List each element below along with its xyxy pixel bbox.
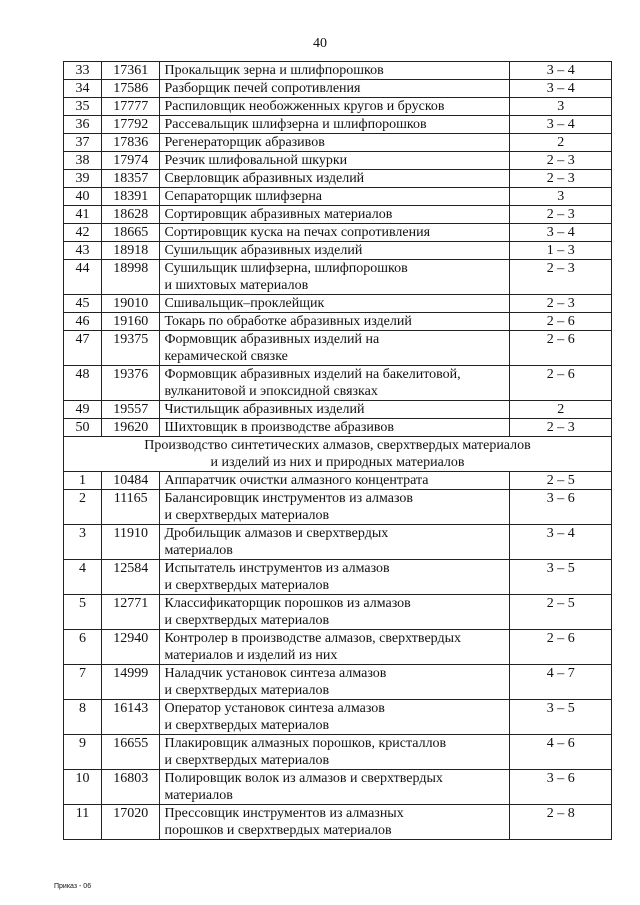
profession-name: Сушильщик шлифзерна, шлифпорошков	[164, 261, 408, 276]
profession-name: Испытатель инструментов из алмазов	[164, 561, 390, 576]
profession-code: 18357	[101, 170, 159, 188]
profession-code: 12771	[101, 595, 159, 630]
table-row	[64, 295, 612, 313]
row-number: 34	[64, 80, 102, 98]
table-row	[64, 62, 612, 80]
profession-code: 19160	[101, 313, 159, 331]
profession-name: Сортировщик абразивных материалов	[164, 207, 393, 222]
profession-name-cell	[160, 700, 510, 735]
row-number: 1	[64, 472, 102, 490]
row-number: 3	[64, 525, 102, 560]
table-row	[64, 630, 612, 665]
grade-range: 3 – 4	[510, 525, 612, 560]
section-header-row	[64, 437, 612, 472]
grade-range: 3 – 6	[510, 490, 612, 525]
profession-name: Шихтовщик в производстве абразивов	[164, 420, 394, 435]
grade-range: 3	[510, 98, 612, 116]
grade-range: 2	[510, 401, 612, 419]
profession-name-continued: и сверхтвердых материалов	[164, 753, 330, 768]
row-number: 41	[64, 206, 102, 224]
table-row	[64, 170, 612, 188]
grade-range: 2 – 3	[510, 170, 612, 188]
row-number: 2	[64, 490, 102, 525]
profession-code: 12940	[101, 630, 159, 665]
profession-code: 11910	[101, 525, 159, 560]
grade-range: 3 – 4	[510, 80, 612, 98]
profession-name-cell	[160, 152, 510, 170]
profession-code: 18998	[101, 260, 159, 295]
profession-name-cell	[160, 472, 510, 490]
profession-name-continued: и сверхтвердых материалов	[164, 718, 330, 733]
profession-name-cell	[160, 366, 510, 401]
section-header-body	[64, 437, 612, 472]
table-row	[64, 770, 612, 805]
profession-name: Аппаратчик очистки алмазного концентрата	[164, 473, 429, 488]
row-number: 40	[64, 188, 102, 206]
table-row	[64, 98, 612, 116]
profession-code: 18628	[101, 206, 159, 224]
profession-code: 19557	[101, 401, 159, 419]
profession-name-cell	[160, 260, 510, 295]
table-row	[64, 700, 612, 735]
row-number: 4	[64, 560, 102, 595]
row-number: 45	[64, 295, 102, 313]
footer-note: Приказ - 06	[54, 883, 92, 890]
profession-name-cell	[160, 62, 510, 80]
profession-code: 16803	[101, 770, 159, 805]
profession-code: 18391	[101, 188, 159, 206]
table-row	[64, 80, 612, 98]
profession-code: 19010	[101, 295, 159, 313]
grade-range: 2 – 6	[510, 313, 612, 331]
grade-range: 2 – 8	[510, 805, 612, 840]
profession-name: Сшивальщик–проклейщик	[164, 296, 325, 311]
profession-code: 17974	[101, 152, 159, 170]
professions-table	[63, 61, 612, 840]
table-row	[64, 472, 612, 490]
table-row	[64, 366, 612, 401]
profession-name: Сушильщик абразивных изделий	[164, 243, 363, 258]
profession-name-cell	[160, 188, 510, 206]
profession-code: 11165	[101, 490, 159, 525]
row-number: 5	[64, 595, 102, 630]
table-row	[64, 206, 612, 224]
profession-name: Прокальщик зерна и шлифпорошков	[164, 63, 384, 78]
profession-code: 12584	[101, 560, 159, 595]
profession-name: Разборщик печей сопротивления	[164, 81, 361, 96]
profession-code: 17586	[101, 80, 159, 98]
row-number: 50	[64, 419, 102, 437]
profession-code: 14999	[101, 665, 159, 700]
profession-code: 18665	[101, 224, 159, 242]
profession-code: 17020	[101, 805, 159, 840]
grade-range: 3 – 4	[510, 224, 612, 242]
profession-name-cell	[160, 525, 510, 560]
row-number: 44	[64, 260, 102, 295]
profession-name-continued: и сверхтвердых материалов	[164, 508, 330, 523]
profession-name-cell	[160, 490, 510, 525]
profession-code: 17361	[101, 62, 159, 80]
grade-range: 3 – 6	[510, 770, 612, 805]
table-row	[64, 313, 612, 331]
profession-code: 19376	[101, 366, 159, 401]
table-row	[64, 490, 612, 525]
section-title-line-2: и изделий из них и природных материалов	[210, 455, 465, 470]
table-row	[64, 260, 612, 295]
grade-range: 3 – 4	[510, 62, 612, 80]
profession-name: Оператор установок синтеза алмазов	[164, 701, 385, 716]
profession-name: Формовщик абразивных изделий на	[164, 332, 380, 347]
profession-name-continued: керамической связке	[164, 349, 288, 364]
table-row	[64, 560, 612, 595]
profession-name-cell	[160, 630, 510, 665]
profession-name-cell	[160, 770, 510, 805]
profession-code: 16655	[101, 735, 159, 770]
profession-name: Токарь по обработке абразивных изделий	[164, 314, 412, 329]
profession-name-cell	[160, 419, 510, 437]
profession-code: 19375	[101, 331, 159, 366]
grade-range: 3 – 4	[510, 116, 612, 134]
profession-name-cell	[160, 295, 510, 313]
table-row	[64, 735, 612, 770]
profession-name-cell	[160, 116, 510, 134]
row-number: 33	[64, 62, 102, 80]
profession-code: 17777	[101, 98, 159, 116]
profession-name-cell	[160, 595, 510, 630]
profession-name: Контролер в производстве алмазов, сверхтвердых	[164, 631, 461, 646]
profession-name-cell	[160, 331, 510, 366]
profession-code: 10484	[101, 472, 159, 490]
profession-name: Сепараторщик шлифзерна	[164, 189, 323, 204]
grade-range: 2 – 6	[510, 366, 612, 401]
grade-range: 3	[510, 188, 612, 206]
profession-name: Распиловщик необожженных кругов и брусков	[164, 99, 445, 114]
profession-name-cell	[160, 313, 510, 331]
grade-range: 4 – 7	[510, 665, 612, 700]
profession-name-continued: вулканитовой и эпоксидной связках	[164, 384, 378, 399]
profession-name: Рассевальщик шлифзерна и шлифпорошков	[164, 117, 427, 132]
table-body-bottom	[64, 472, 612, 840]
profession-name-continued: материалов	[164, 788, 233, 803]
row-number: 7	[64, 665, 102, 700]
profession-name: Чистильщик абразивных изделий	[164, 402, 365, 417]
row-number: 46	[64, 313, 102, 331]
table-row	[64, 331, 612, 366]
table-row	[64, 665, 612, 700]
row-number: 43	[64, 242, 102, 260]
grade-range: 4 – 6	[510, 735, 612, 770]
row-number: 49	[64, 401, 102, 419]
table-row	[64, 595, 612, 630]
profession-name-continued: и сверхтвердых материалов	[164, 683, 330, 698]
grade-range: 2 – 3	[510, 152, 612, 170]
table-row	[64, 116, 612, 134]
profession-name: Дробильщик алмазов и сверхтвердых	[164, 526, 389, 541]
table-row	[64, 188, 612, 206]
row-number: 42	[64, 224, 102, 242]
table-row	[64, 805, 612, 840]
profession-name-continued: и сверхтвердых материалов	[164, 613, 330, 628]
profession-name: Формовщик абразивных изделий на бакелитовой,	[164, 367, 461, 382]
profession-code: 18918	[101, 242, 159, 260]
profession-name-cell	[160, 805, 510, 840]
page-number: 40	[313, 36, 327, 51]
table-row	[64, 224, 612, 242]
grade-range: 2 – 3	[510, 206, 612, 224]
row-number: 35	[64, 98, 102, 116]
grade-range: 3 – 5	[510, 700, 612, 735]
profession-name-cell	[160, 735, 510, 770]
profession-name-cell	[160, 401, 510, 419]
grade-range: 2 – 3	[510, 295, 612, 313]
row-number: 10	[64, 770, 102, 805]
grade-range: 1 – 3	[510, 242, 612, 260]
profession-name: Наладчик установок синтеза алмазов	[164, 666, 387, 681]
row-number: 9	[64, 735, 102, 770]
row-number: 39	[64, 170, 102, 188]
profession-name-cell	[160, 98, 510, 116]
row-number: 11	[64, 805, 102, 840]
table-row	[64, 152, 612, 170]
profession-name-cell	[160, 560, 510, 595]
table-row	[64, 242, 612, 260]
row-number: 36	[64, 116, 102, 134]
grade-range: 2 – 6	[510, 331, 612, 366]
profession-name-continued: порошков и сверхтвердых материалов	[164, 823, 392, 838]
profession-name: Регенераторщик абразивов	[164, 135, 325, 150]
profession-name-continued: и сверхтвердых материалов	[164, 578, 330, 593]
row-number: 47	[64, 331, 102, 366]
grade-range: 3 – 5	[510, 560, 612, 595]
profession-name-continued: материалов	[164, 543, 233, 558]
section-title-line-1: Производство синтетических алмазов, сверхтвердых материалов	[144, 438, 531, 453]
row-number: 37	[64, 134, 102, 152]
profession-name-cell	[160, 206, 510, 224]
profession-name: Сверловщик абразивных изделий	[164, 171, 365, 186]
profession-name-cell	[160, 80, 510, 98]
row-number: 38	[64, 152, 102, 170]
profession-name: Полировщик волок из алмазов и сверхтвердых	[164, 771, 443, 786]
grade-range: 2 – 3	[510, 260, 612, 295]
row-number: 8	[64, 700, 102, 735]
profession-code: 17792	[101, 116, 159, 134]
grade-range: 2 – 6	[510, 630, 612, 665]
profession-name: Классификаторщик порошков из алмазов	[164, 596, 411, 611]
grade-range: 2 – 5	[510, 595, 612, 630]
profession-name-cell	[160, 665, 510, 700]
grade-range: 2	[510, 134, 612, 152]
profession-name-continued: и шихтовых материалов	[164, 278, 309, 293]
profession-name-cell	[160, 242, 510, 260]
grade-range: 2 – 5	[510, 472, 612, 490]
profession-name: Балансировщик инструментов из алмазов	[164, 491, 414, 506]
profession-code: 19620	[101, 419, 159, 437]
profession-name: Плакировщик алмазных порошков, кристаллов	[164, 736, 447, 751]
table-row	[64, 401, 612, 419]
profession-name: Резчик шлифовальной шкурки	[164, 153, 348, 168]
profession-name: Прессовщик инструментов из алмазных	[164, 806, 404, 821]
table-row	[64, 134, 612, 152]
section-header	[64, 437, 612, 472]
profession-code: 17836	[101, 134, 159, 152]
profession-name-cell	[160, 134, 510, 152]
profession-name-cell	[160, 224, 510, 242]
table-row	[64, 419, 612, 437]
profession-name-cell	[160, 170, 510, 188]
profession-code: 16143	[101, 700, 159, 735]
row-number: 48	[64, 366, 102, 401]
table-body-top	[64, 62, 612, 437]
profession-name-continued: материалов и изделий из них	[164, 648, 338, 663]
table-row	[64, 525, 612, 560]
row-number: 6	[64, 630, 102, 665]
profession-name: Сортировщик куска на печах сопротивления	[164, 225, 431, 240]
grade-range: 2 – 3	[510, 419, 612, 437]
